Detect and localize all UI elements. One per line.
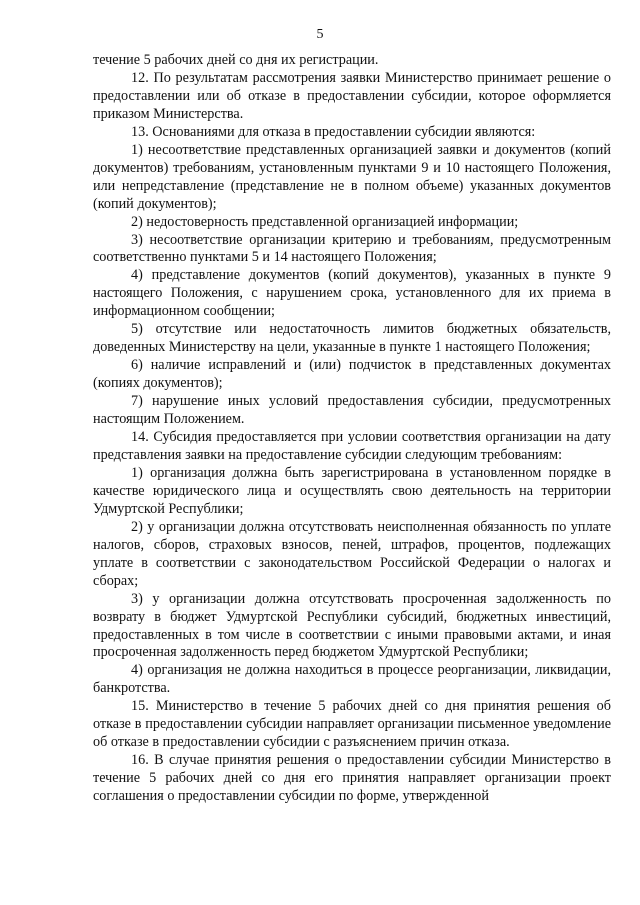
paragraph-12: 12. По результатам рассмотрения заявки Министерство принимает решение о предоставлении или об отказе в предоставлении субсидии, которое оформляется приказом Министерства.: [93, 69, 611, 122]
paragraph-13-item-4: 4) представление документов (копий документов), указанных в пункте 9 настоящего Положения, с нарушением срока, установленного для их приема в информационном сообщении;: [93, 267, 611, 320]
document-body: [93, 52, 611, 806]
paragraph-16: 16. В случае принятия решения о предоставлении субсидии Министерство в течение 5 рабочих дней со дня его принятия направляет организации проект соглашения о предоставлении субсидии по форме, утвержденной: [93, 752, 611, 805]
paragraph-continuation: течение 5 рабочих дней со дня их регистрации.: [93, 52, 379, 68]
paragraph-13-item-2: 2) недостоверность представленной организацией информации;: [131, 213, 519, 230]
paragraph-14: 14. Субсидия предоставляется при условии соответствия организации на дату представления заявки на предоставление субсидии следующим требованиям:: [93, 429, 611, 463]
paragraph-14-item-3: 3) у организации должна отсутствовать просроченная задолженность по возврату в бюджет Удмуртской Республики субсидий, бюджетных инвестиций, предоставленных в том числе в соответствии с иными правовыми актами, и иная просроченная задолженность перед бюджетом Удмуртской Республики;: [93, 590, 611, 661]
paragraph-13-item-6: 6) наличие исправлений и (или) подчисток в представленных документах (копиях документов);: [93, 357, 611, 392]
paragraph-13: 13. Основаниями для отказа в предоставлении субсидии являются:: [131, 123, 536, 140]
paragraph-14-item-4: 4) организация не должна находиться в процессе реорганизации, ликвидации, банкротства.: [93, 662, 611, 697]
page-number: 5: [316, 27, 324, 42]
paragraph-13-item-7: 7) нарушение иных условий предоставления субсидии, предусмотренных настоящим Положением.: [93, 393, 611, 428]
paragraph-15: 15. Министерство в течение 5 рабочих дней со дня принятия решения об отказе в предоставлении субсидии направляет организации письменное уведомление об отказе в предоставлении субсидии с разъяснением причин отказа.: [93, 698, 611, 751]
paragraph-13-item-3: 3) несоответствие организации критерию и требованиям, предусмотренным соответственно пунктами 5 и 14 настоящего Положения;: [93, 231, 611, 266]
paragraph-14-item-1: 1) организация должна быть зарегистрирована в установленном порядке в качестве юридического лица и осуществлять свою деятельность на территории Удмуртской Республики;: [93, 464, 611, 517]
paragraph-13-item-5: 5) отсутствие или недостаточность лимитов бюджетных обязательств, доведенных Министерству на цели, указанные в пункте 1 настоящего Положения;: [93, 321, 611, 356]
paragraph-13-item-1: 1) несоответствие представленных организацией заявки и документов (копий документов) требованиям, установленным пунктами 9 и 10 настоящего Положения, или непредставление (представление не в полном объеме) указанных документов (копий документов);: [93, 141, 611, 212]
paragraph-14-item-2: 2) у организации должна отсутствовать неисполненная обязанность по уплате налогов, сборов, страховых взносов, пеней, штрафов, процентов, подлежащих уплате в соответствии с законодательством Российской Федерации о налогах и сборах;: [93, 518, 611, 589]
